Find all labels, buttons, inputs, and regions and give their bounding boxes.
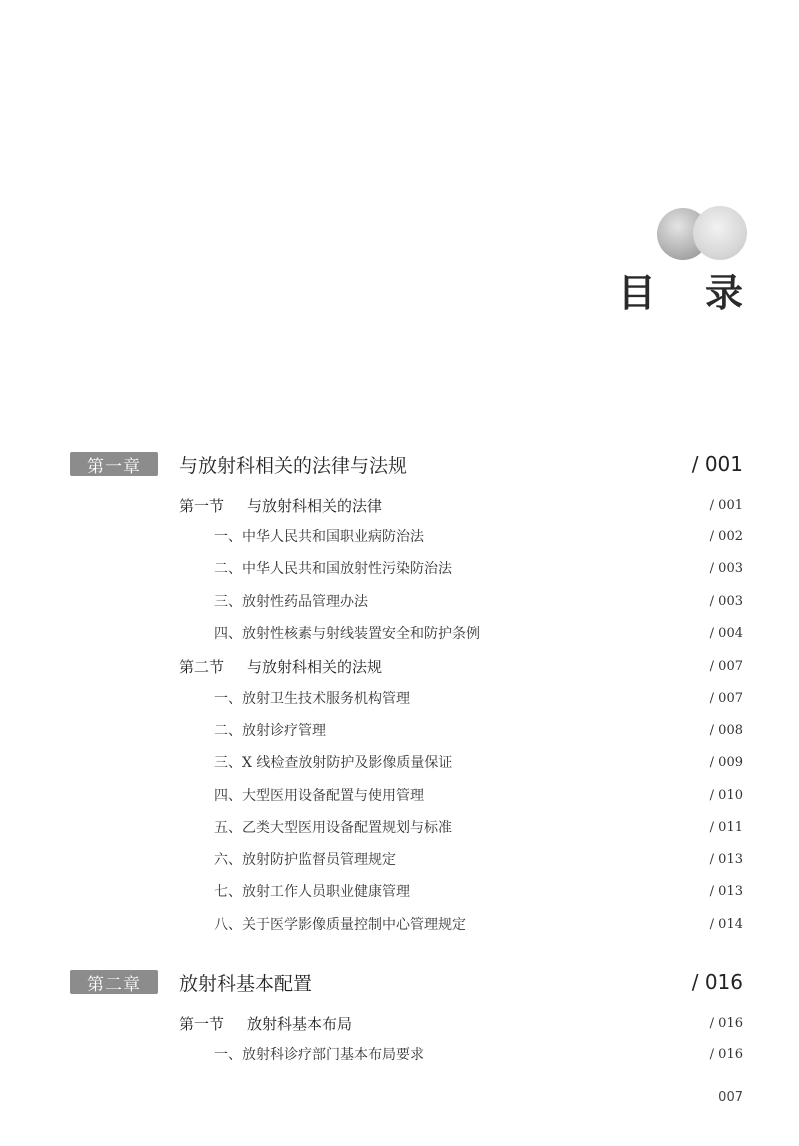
section-row[interactable] [0,494,799,516]
section-row[interactable] [0,655,799,677]
list-item[interactable] [0,558,799,578]
item-page-number: / 003 [709,593,743,609]
list-item[interactable] [0,785,799,805]
item-title: 六、放射防护监督员管理规定 [214,852,396,868]
list-item[interactable] [0,591,799,611]
section-label: 第二节 [179,657,225,676]
item-title: 二、中华人民共和国放射性污染防治法 [214,561,452,577]
item-title: 三、X 线检查放射防护及影像质量保证 [214,755,453,771]
item-title: 七、放射工作人员职业健康管理 [214,884,410,900]
chapter-title: 放射科基本配置 [179,972,313,995]
chapter-row[interactable] [0,452,799,476]
list-item[interactable] [0,817,799,837]
list-item[interactable] [0,720,799,740]
item-title: 二、放射诊疗管理 [214,723,326,739]
chapter-page-number: / 001 [691,452,743,476]
section-label: 第一节 [179,1014,225,1033]
item-page-number: / 009 [709,754,743,770]
item-page-number: / 013 [709,883,743,899]
item-page-number: / 002 [709,528,743,544]
section-label: 第一节 [179,496,225,515]
section-row[interactable] [0,1012,799,1034]
chapter-badge: 第二章 [70,970,158,994]
section-title: 与放射科相关的法律 [247,496,383,515]
section-title: 放射科基本布局 [247,1014,353,1033]
list-item[interactable] [0,623,799,643]
page-title: 目 录 [617,271,761,315]
list-item[interactable] [0,914,799,934]
item-title: 一、中华人民共和国职业病防治法 [214,529,424,545]
list-item[interactable] [0,688,799,708]
item-title: 一、放射科诊疗部门基本布局要求 [214,1047,424,1063]
item-title: 四、大型医用设备配置与使用管理 [214,788,424,804]
item-title: 五、乙类大型医用设备配置规划与标准 [214,820,452,836]
list-item[interactable] [0,881,799,901]
item-page-number: / 013 [709,851,743,867]
item-title: 八、关于医学影像质量控制中心管理规定 [214,917,466,933]
item-title: 一、放射卫生技术服务机构管理 [214,691,410,707]
item-page-number: / 011 [709,819,743,835]
item-page-number: / 014 [709,916,743,932]
item-page-number: / 004 [709,625,743,641]
item-page-number: / 010 [709,787,743,803]
item-page-number: / 003 [709,560,743,576]
chapter-title: 与放射科相关的法律与法规 [179,454,408,477]
list-item[interactable] [0,526,799,546]
section-page-number: / 007 [709,658,743,674]
chapter-row[interactable] [0,970,799,994]
chapter-badge: 第一章 [70,452,158,476]
decorative-circle-light [693,206,747,260]
item-title: 三、放射性药品管理办法 [214,594,368,610]
list-item[interactable] [0,752,799,772]
section-title: 与放射科相关的法规 [247,657,383,676]
chapter-page-number: / 016 [691,970,743,994]
item-page-number: / 008 [709,722,743,738]
item-page-number: / 016 [709,1046,743,1062]
section-page-number: / 001 [709,497,743,513]
list-item[interactable] [0,849,799,869]
section-page-number: / 016 [709,1015,743,1031]
page-number-footer: 007 [718,1090,743,1105]
item-title: 四、放射性核素与射线装置安全和防护条例 [214,626,480,642]
list-item[interactable] [0,1044,799,1064]
item-page-number: / 007 [709,690,743,706]
